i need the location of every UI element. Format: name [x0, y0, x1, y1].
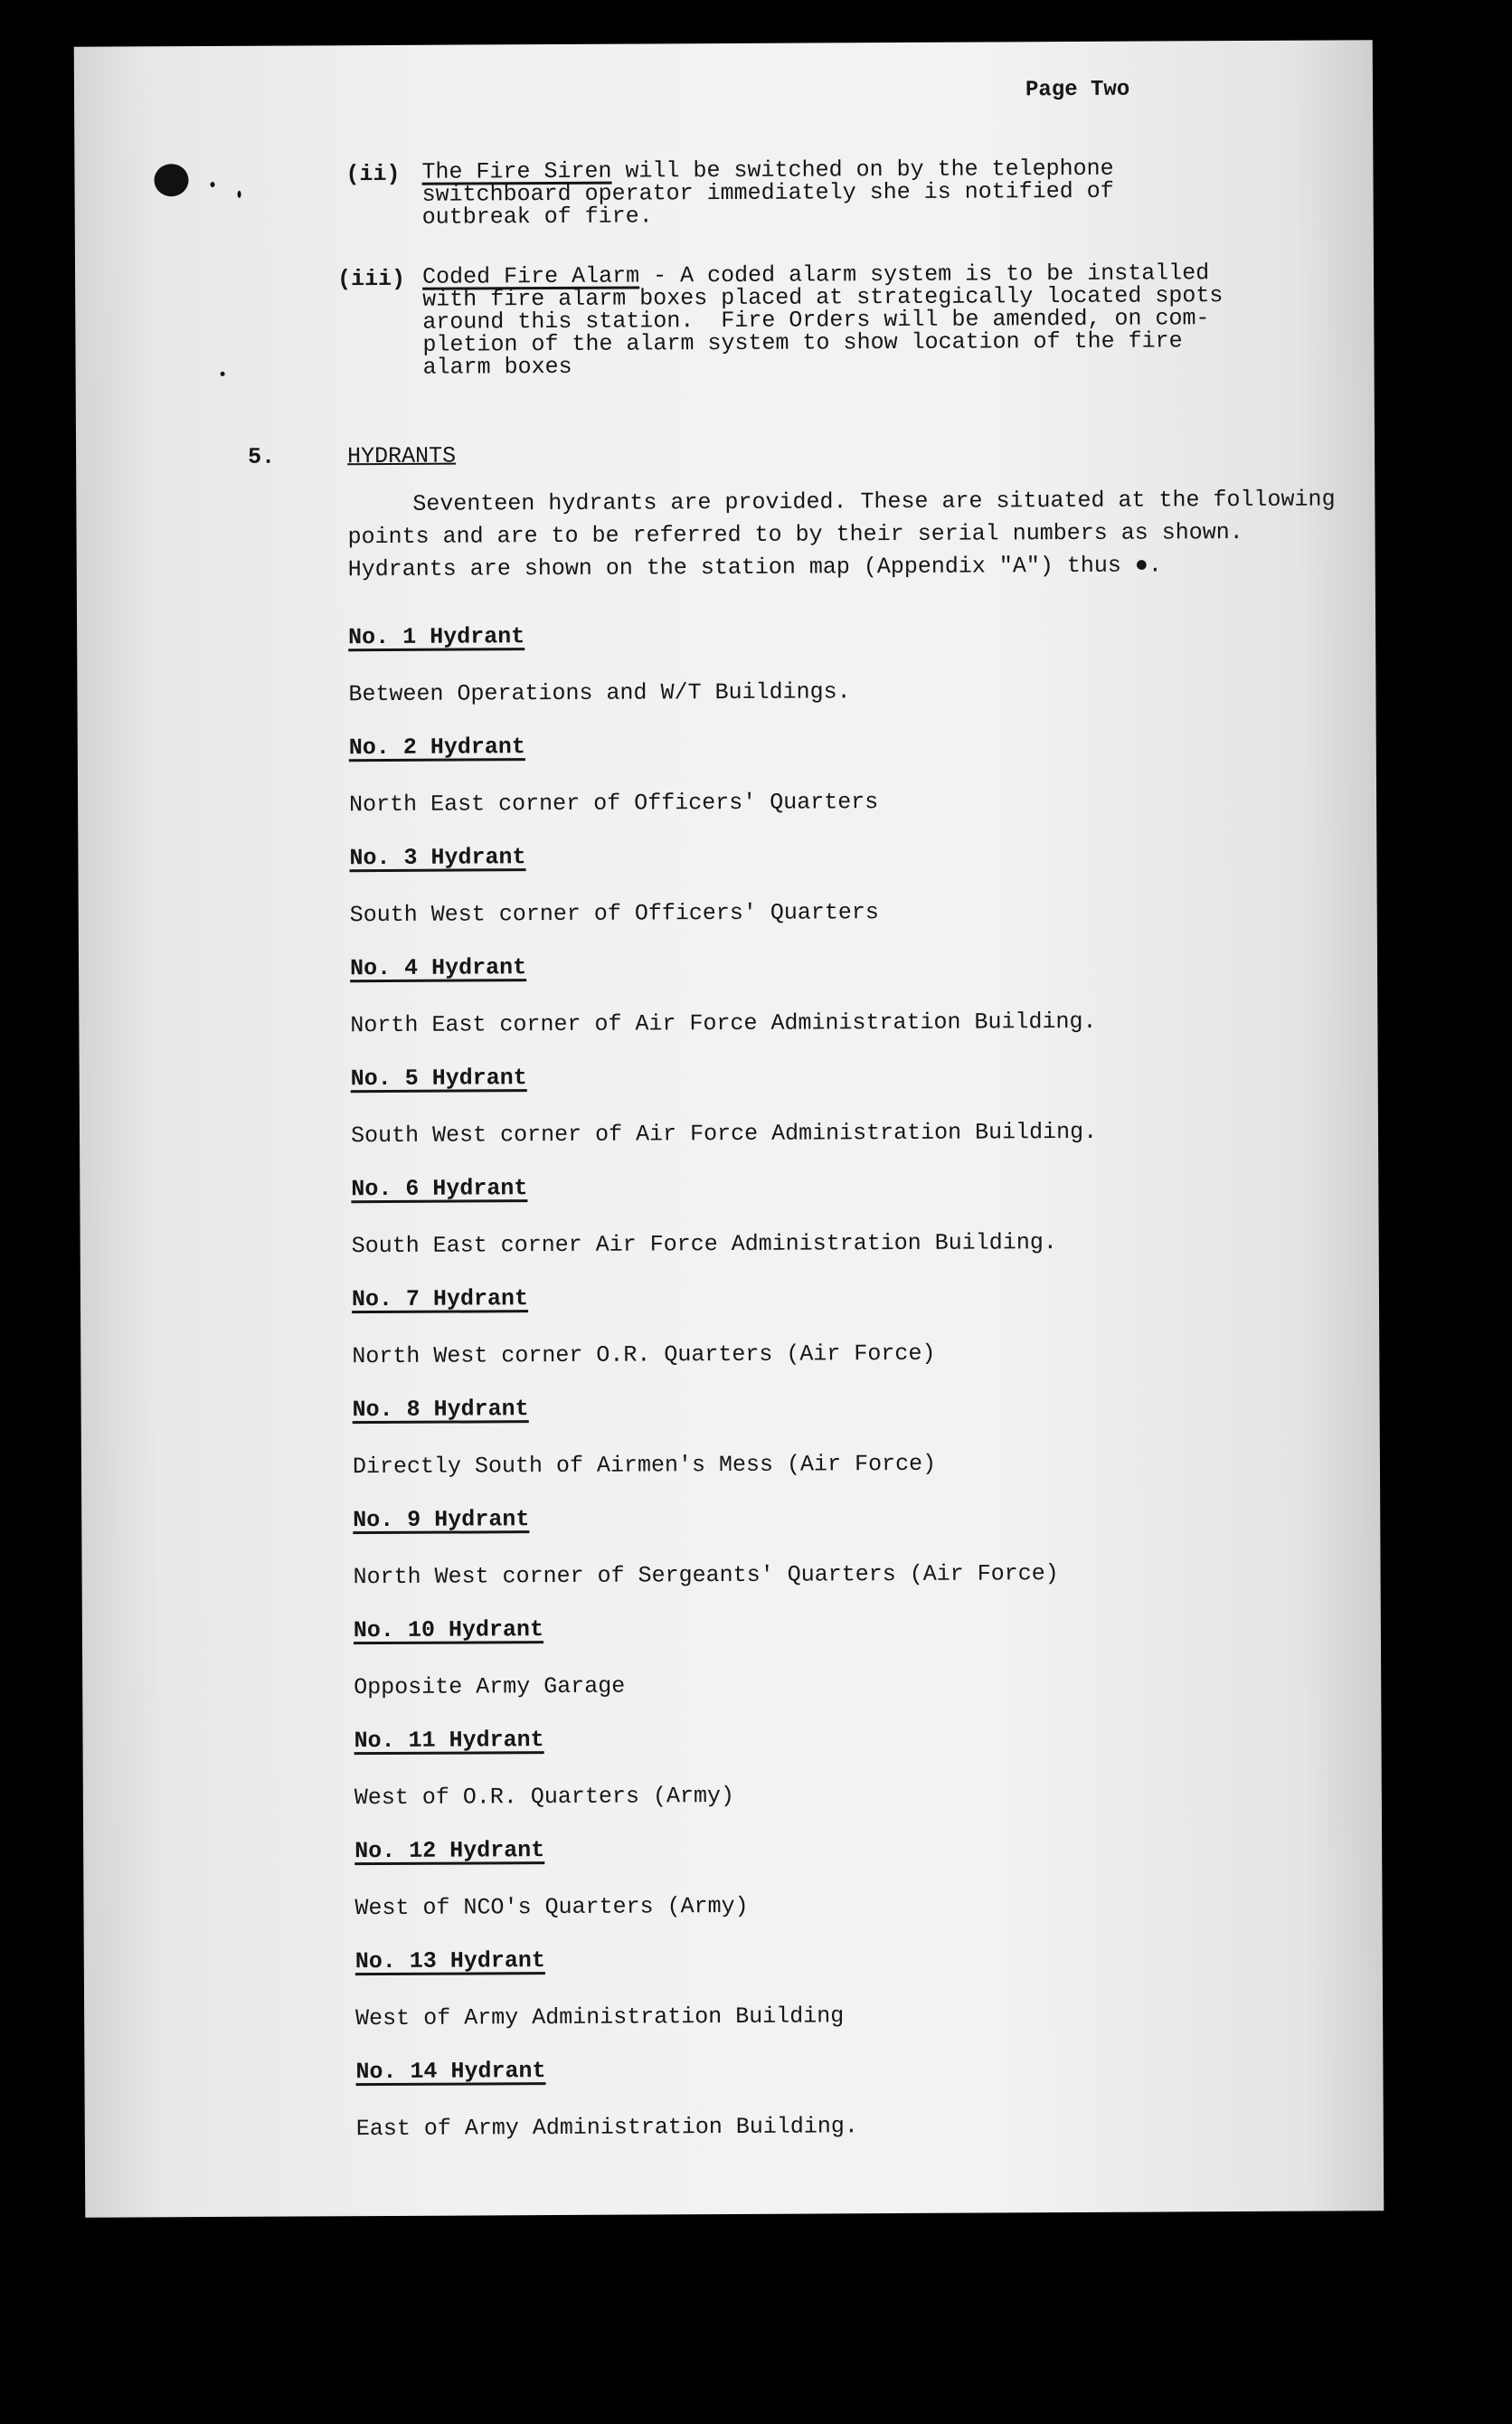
- item-line: with fire alarm boxes placed at strategically located spots: [422, 282, 1224, 313]
- hydrant-location: North West corner O.R. Quarters (Air Force): [352, 1340, 936, 1370]
- item-line: switchboard operator immediately she is notified of: [421, 177, 1114, 208]
- hydrant-entry: [352, 1281, 1347, 1397]
- item-line: - A coded alarm system is to be installed: [639, 260, 1210, 289]
- hydrant-label: No. 7 Hydrant: [351, 1285, 529, 1313]
- hydrant-label: No. 3 Hydrant: [349, 844, 526, 872]
- hydrant-label: No. 12 Hydrant: [354, 1837, 545, 1865]
- hydrant-entry: [349, 729, 1345, 845]
- hydrant-location: Directly South of Airmen's Mess (Air Force): [352, 1450, 937, 1481]
- speck-mark: [211, 182, 215, 187]
- section-number: 5.: [248, 443, 276, 470]
- hydrant-entry: [355, 2053, 1351, 2169]
- hydrant-entry: [350, 950, 1346, 1065]
- hydrant-entry: [351, 1060, 1347, 1176]
- hydrant-label: No. 10 Hydrant: [353, 1616, 544, 1644]
- hydrant-location: North East corner of Officers' Quarters: [349, 789, 879, 819]
- hydrant-entry: [354, 1832, 1350, 1948]
- item-text: [421, 157, 1114, 229]
- hydrant-label: No. 6 Hydrant: [351, 1175, 528, 1203]
- page-number: Page Two: [1025, 77, 1130, 103]
- hydrant-location: West of NCO's Quarters (Army): [354, 1892, 749, 1922]
- hydrant-entry: [351, 1170, 1347, 1286]
- item-title: The Fire Siren: [421, 157, 612, 185]
- section-intro: Seventeen hydrants are provided. These are situated at the following points and are to be referred to by their serial numbers as shown. Hydrants are shown on the station map (Appendix "A") thus ●.: [347, 486, 1336, 583]
- hydrant-list: [348, 619, 1351, 2169]
- item-line: alarm boxes: [422, 353, 572, 381]
- hydrant-label: No. 2 Hydrant: [348, 734, 525, 762]
- hydrant-entry: [349, 839, 1345, 955]
- hydrant-label: No. 9 Hydrant: [353, 1506, 530, 1534]
- hydrant-location: North West corner of Sergeants' Quarters (Air Force): [353, 1560, 1059, 1591]
- hydrant-location: Opposite Army Garage: [354, 1672, 626, 1701]
- speck-mark: [221, 372, 225, 376]
- speck-mark: [238, 191, 241, 198]
- hydrant-entry: [354, 1722, 1349, 1838]
- item-line: will be switched on by the telephone: [611, 155, 1114, 185]
- hydrant-label: No. 4 Hydrant: [349, 954, 527, 982]
- hydrant-location: South East corner Air Force Administration Building.: [351, 1229, 1057, 1260]
- hydrant-label: No. 1 Hydrant: [348, 623, 525, 651]
- hydrant-location: East of Army Administration Building.: [355, 2113, 858, 2143]
- item-line: around this station. Fire Orders will be amended, on com-: [422, 305, 1210, 336]
- hydrant-entry: [348, 619, 1344, 734]
- hydrant-entry: [353, 1391, 1348, 1507]
- hydrant-location: South West corner of Air Force Administration Building.: [350, 1118, 1098, 1150]
- item-line: pletion of the alarm system to show location of the fire: [422, 327, 1183, 358]
- hydrant-location: Between Operations and W/T Buildings.: [348, 678, 851, 708]
- hydrant-label: No. 13 Hydrant: [354, 1947, 545, 1975]
- punch-hole-mark: [154, 164, 188, 196]
- hydrant-label: No. 14 Hydrant: [355, 2058, 546, 2086]
- hydrant-entry: [355, 1943, 1351, 2059]
- item-line: outbreak of fire.: [421, 203, 653, 231]
- hydrant-entry: [354, 1612, 1349, 1728]
- hydrant-location: North East corner of Air Force Administration Building.: [350, 1008, 1097, 1039]
- item-number: (iii): [337, 265, 406, 293]
- hydrant-location: West of O.R. Quarters (Army): [354, 1782, 735, 1812]
- hydrant-location: South West corner of Officers' Quarters: [349, 899, 879, 929]
- section-title: HYDRANTS: [347, 442, 457, 470]
- item-number: (ii): [345, 160, 401, 188]
- item-text: [422, 261, 1224, 379]
- hydrant-entry: [353, 1501, 1348, 1617]
- hydrant-label: No. 8 Hydrant: [352, 1396, 529, 1424]
- hydrant-label: No. 5 Hydrant: [350, 1065, 527, 1093]
- hydrant-location: West of Army Administration Building: [355, 2003, 845, 2032]
- hydrant-label: No. 11 Hydrant: [354, 1727, 544, 1755]
- document-page: [74, 40, 1384, 2217]
- item-title: Coded Fire Alarm: [421, 262, 640, 290]
